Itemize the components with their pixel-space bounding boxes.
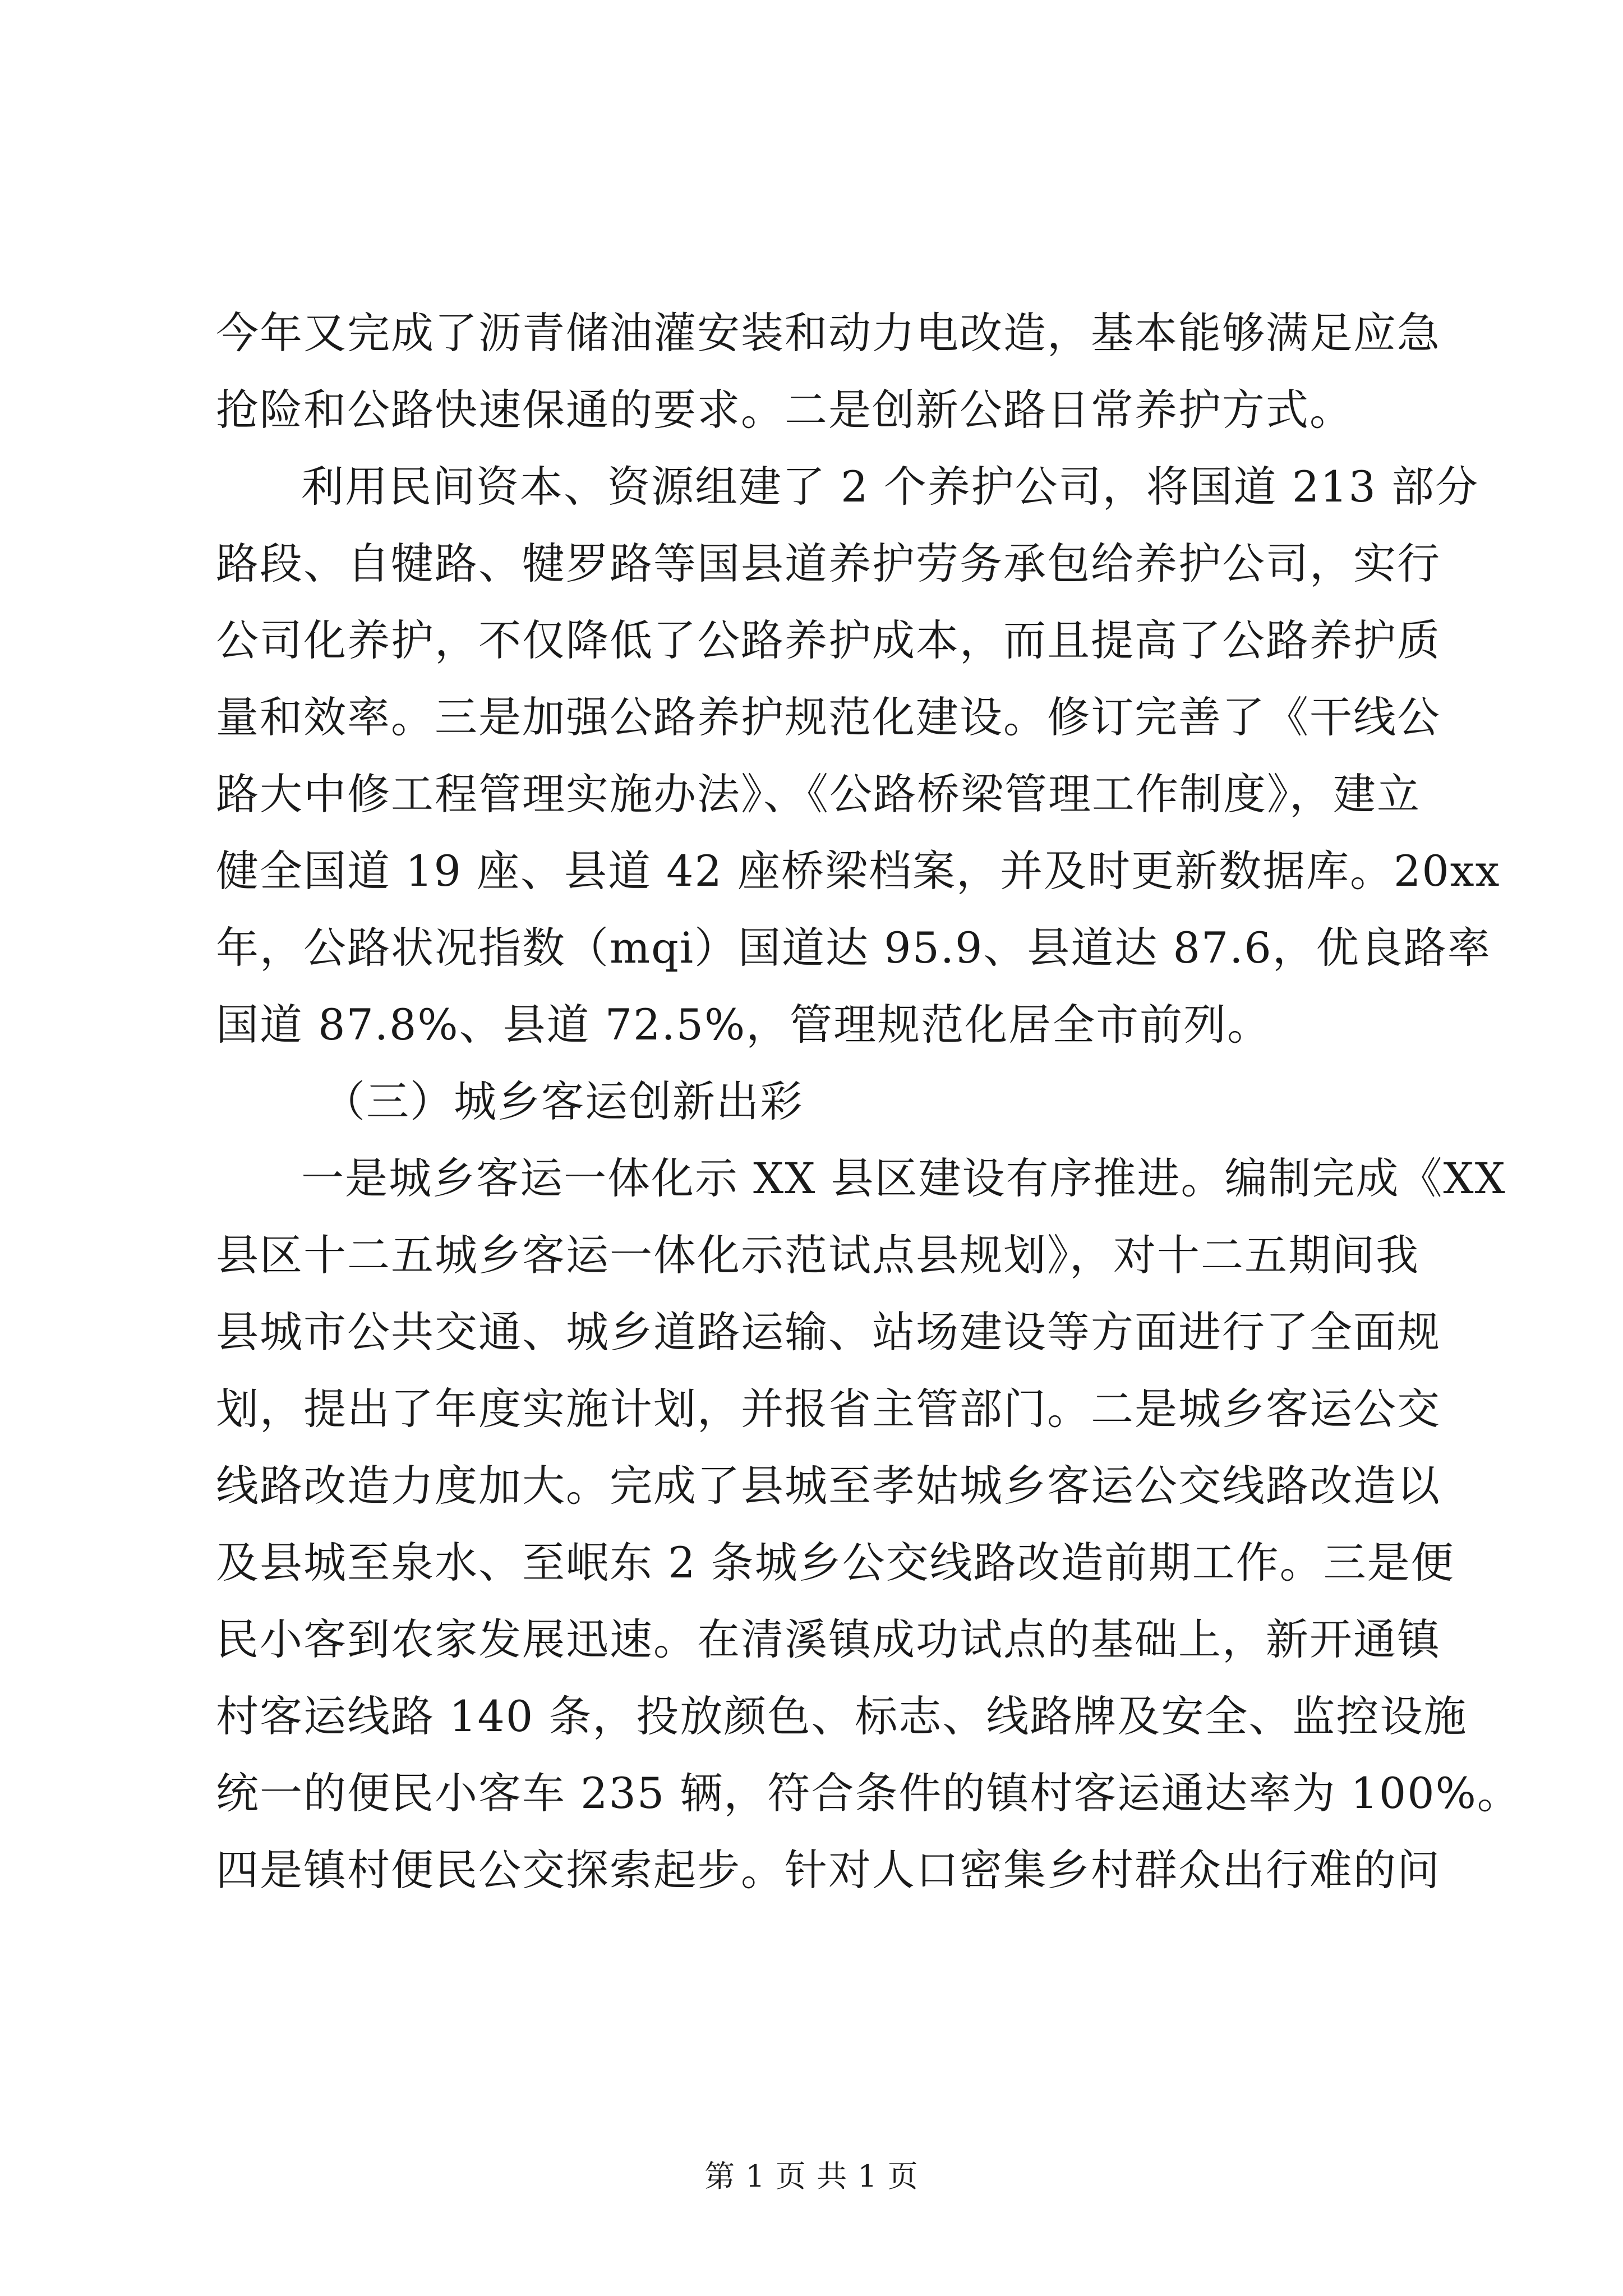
- text-line: 统一的便民小客车 235 辆，符合条件的镇村客运通达率为 100%。: [216, 1768, 1521, 1818]
- text-line: 年，公路状况指数（mqi）国道达 95.9、县道达 87.6，优良路率: [216, 923, 1491, 973]
- text-line: 抢险和公路快速保通的要求。二是创新公路日常养护方式。: [216, 385, 1353, 435]
- text-line: 健全国道 19 座、县道 42 座桥梁档案，并及时更新数据库。20xx: [216, 846, 1501, 896]
- page-footer: 第 1 页 共 1 页: [704, 2159, 919, 2194]
- text-line: 路大中修工程管理实施办法》、《公路桥梁管理工作制度》，建立: [216, 769, 1421, 819]
- text-line: 路段、自犍路、犍罗路等国县道养护劳务承包给养护公司，实行: [216, 539, 1441, 588]
- text-line: 国道 87.8%、县道 72.5%，管理规范化居全市前列。: [216, 1000, 1271, 1050]
- section-heading: （三）城乡客运创新出彩: [322, 1076, 804, 1126]
- text-line: 量和效率。三是加强公路养护规范化建设。修订完善了《干线公: [216, 692, 1441, 742]
- text-line: 四是镇村便民公交探索起步。针对人口密集乡村群众出行难的问: [216, 1845, 1441, 1895]
- paragraph-start-line: 利用民间资本、资源组建了 2 个养护公司，将国道 213 部分: [301, 462, 1479, 512]
- body-text: [216, 295, 1521, 1908]
- text-line: 今年又完成了沥青储油灌安装和动力电改造，基本能够满足应急: [216, 308, 1441, 358]
- text-line: 民小客到农家发展迅速。在清溪镇成功试点的基础上，新开通镇: [216, 1614, 1441, 1664]
- text-line: 线路改造力度加大。完成了县城至孝姑城乡客运公交线路改造以: [216, 1461, 1441, 1511]
- text-line: 县城市公共交通、城乡道路运输、站场建设等方面进行了全面规: [216, 1307, 1441, 1357]
- paragraph-start-line: 一是城乡客运一体化示 XX 县区建设有序推进。编制完成《XX: [301, 1153, 1506, 1203]
- text-line: 划，提出了年度实施计划，并报省主管部门。二是城乡客运公交: [216, 1384, 1441, 1434]
- text-line: 公司化养护，不仅降低了公路养护成本，而且提高了公路养护质: [216, 615, 1441, 665]
- text-line: 村客运线路 140 条，投放颜色、标志、线路牌及安全、监控设施: [216, 1691, 1468, 1741]
- text-line: 及县城至泉水、至岷东 2 条城乡公交线路改造前期工作。三是便: [216, 1538, 1455, 1588]
- text-line: 县区十二五城乡客运一体化示范试点县规划》，对十二五期间我: [216, 1230, 1419, 1280]
